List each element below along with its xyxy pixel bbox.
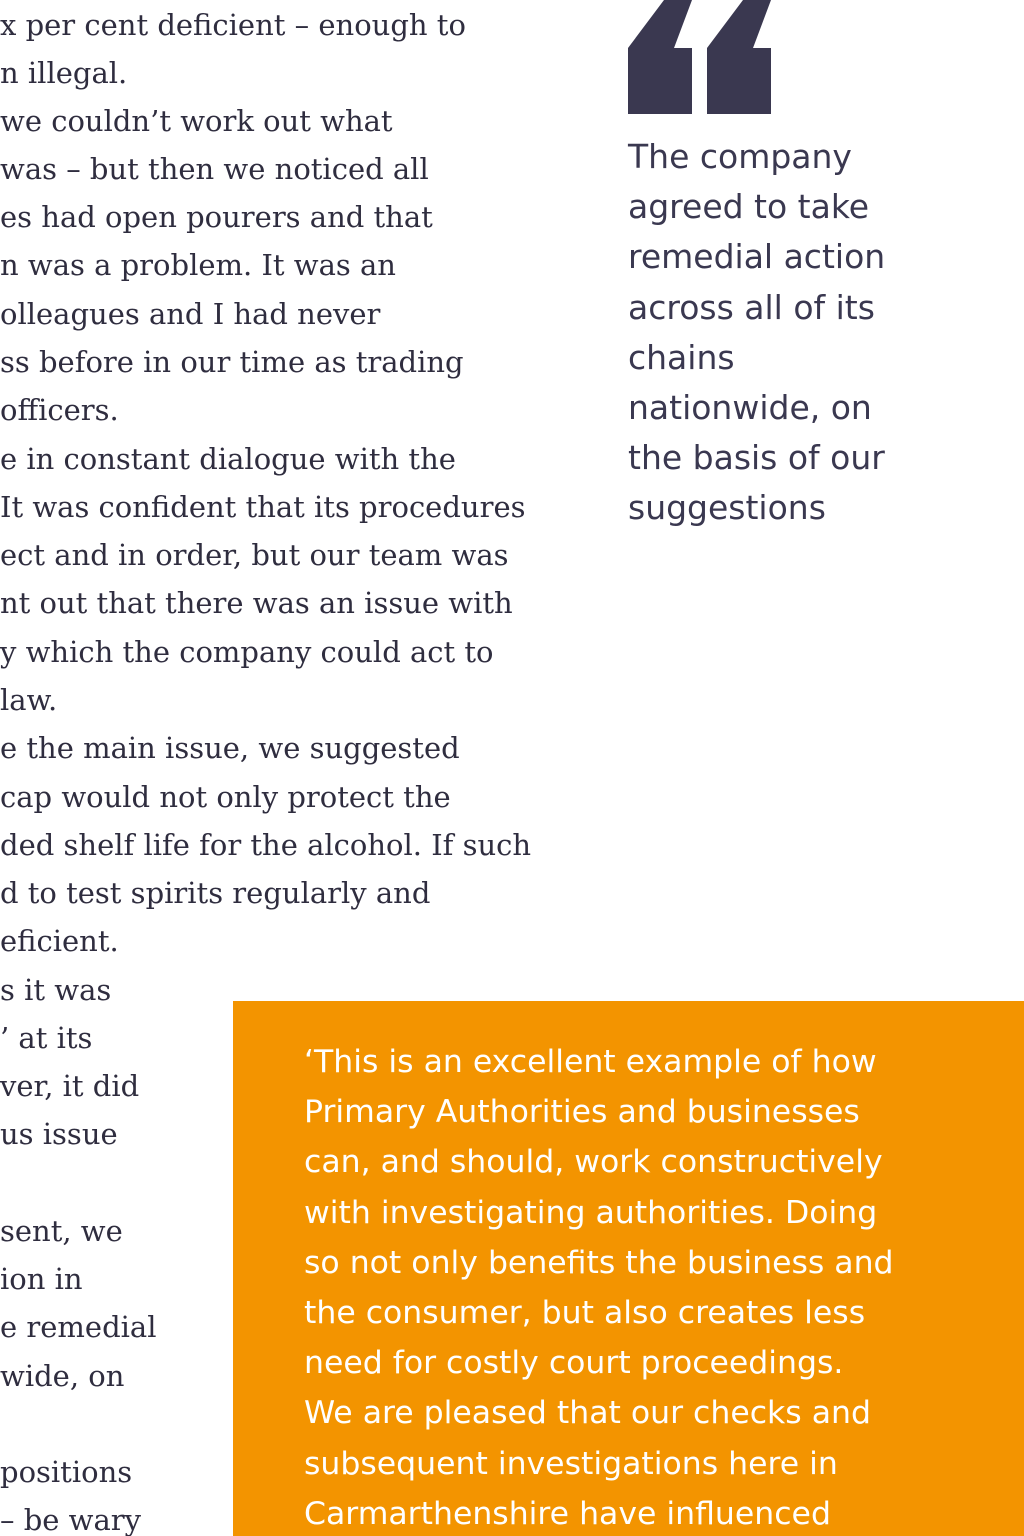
body-text-line: It was confident that its procedures bbox=[0, 490, 526, 524]
pull-quote-line: chains bbox=[628, 337, 735, 377]
body-text-line: e in constant dialogue with the bbox=[0, 442, 456, 476]
pull-quote bbox=[628, 132, 1008, 534]
callout-line: so not only benefits the business and bbox=[304, 1244, 894, 1281]
callout-line: subsequent investigations here in bbox=[304, 1445, 838, 1482]
pull-quote-line: The company bbox=[628, 137, 852, 176]
body-text-line: es had open pourers and that bbox=[0, 200, 433, 234]
callout-line: the consumer, but also creates less bbox=[304, 1295, 866, 1332]
pull-quote-line: agreed to take bbox=[628, 187, 870, 227]
body-text-line: ion in bbox=[0, 1262, 83, 1296]
body-text-line: we couldn’t work out what bbox=[0, 104, 393, 138]
callout-line: Carmarthenshire have influenced bbox=[304, 1495, 831, 1532]
pull-quote-line: nationwide, on bbox=[628, 388, 872, 428]
pull-quote-line: the basis of our bbox=[628, 438, 885, 478]
body-text-line: ss before in our time as trading bbox=[0, 345, 464, 379]
body-text-line: d to test spirits regularly and bbox=[0, 876, 431, 910]
body-text-line: ver, it did bbox=[0, 1069, 140, 1103]
body-text-line: – be wary bbox=[0, 1503, 142, 1536]
body-text-line: cap would not only protect the bbox=[0, 780, 451, 814]
body-text-line: law. bbox=[0, 683, 58, 717]
body-text-line: ded shelf life for the alcohol. If such bbox=[0, 828, 532, 862]
body-text-line: was – but then we noticed all bbox=[0, 152, 429, 186]
body-text-line: sent, we bbox=[0, 1214, 123, 1248]
body-text-line: e the main issue, we suggested bbox=[0, 731, 460, 765]
callout-line: Primary Authorities and businesses bbox=[304, 1094, 860, 1131]
body-text-line: positions bbox=[0, 1455, 133, 1489]
body-text-line: n was a problem. It was an bbox=[0, 248, 396, 282]
body-text-line: officers. bbox=[0, 393, 119, 427]
callout-line: with investigating authorities. Doing bbox=[304, 1194, 878, 1231]
body-text-line: x per cent deficient – enough to bbox=[0, 8, 466, 42]
pull-quote-line: remedial action bbox=[628, 237, 886, 277]
body-text-line: wide, on bbox=[0, 1359, 125, 1393]
callout-line: ‘This is an excellent example of how bbox=[304, 1044, 877, 1080]
callout-line: We are pleased that our checks and bbox=[304, 1395, 871, 1432]
body-text-line: ect and in order, but our team was bbox=[0, 538, 509, 572]
callout-quote bbox=[304, 1037, 1004, 1536]
pull-quote-line: suggestions bbox=[628, 488, 826, 528]
pull-quote-line: across all of its bbox=[628, 287, 875, 327]
callout-line: can, and should, work constructively bbox=[304, 1144, 883, 1181]
callout-box bbox=[233, 1001, 1024, 1536]
body-text-line: us issue bbox=[0, 1117, 118, 1151]
quote-mark-icon bbox=[628, 0, 774, 114]
body-text-line: eficient. bbox=[0, 924, 119, 958]
body-text-line: s it was bbox=[0, 973, 112, 1007]
body-text-line: n illegal. bbox=[0, 56, 128, 90]
body-text-line: y which the company could act to bbox=[0, 635, 494, 669]
callout-line: need for costly court proceedings. bbox=[304, 1345, 844, 1382]
body-text-line: nt out that there was an issue with bbox=[0, 586, 513, 620]
body-text-line: e remedial bbox=[0, 1310, 157, 1344]
body-text-line: olleagues and I had never bbox=[0, 297, 381, 331]
body-text-line: ’ at its bbox=[0, 1021, 93, 1055]
